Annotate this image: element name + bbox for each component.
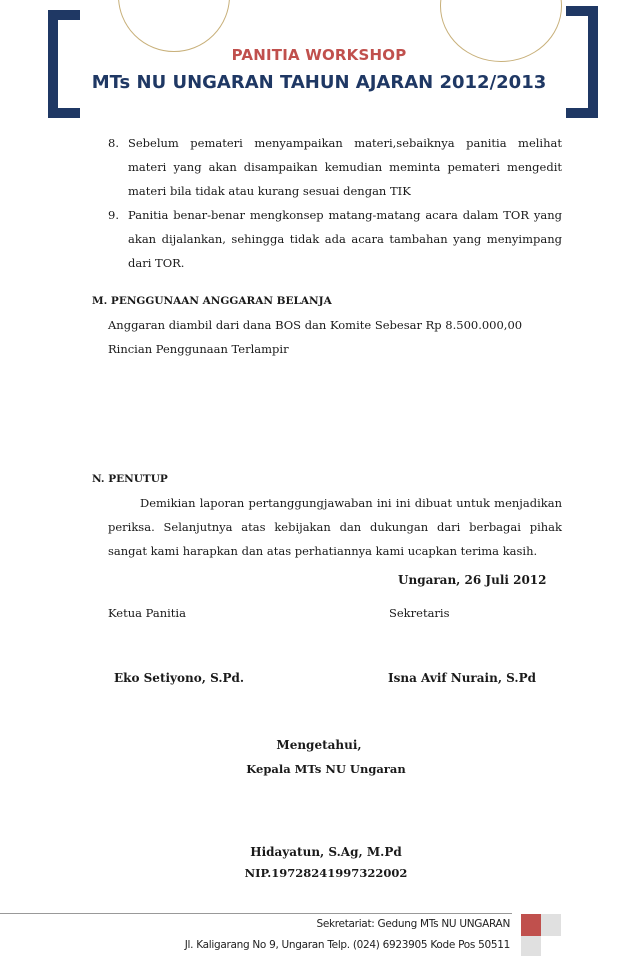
footer-divider (0, 913, 512, 914)
paragraph-line: Demikian laporan pertanggungjawaban ini ini dibuat untuk menjadikan (140, 496, 562, 510)
list-item-line: materi bila tidak atau kurang sesuai dengan TIK (128, 184, 411, 198)
footer-decor-square (521, 914, 541, 936)
footer-address-line2: Jl. Kaligarang No 9, Ungaran Telp. (024) 6923905 Kode Pos 50511 (184, 939, 510, 951)
header-decor-arc (118, 0, 230, 52)
section-heading: N. PENUTUP (92, 473, 168, 485)
header-subtitle: MTs NU UNGARAN TAHUN AJARAN 2012/2013 (91, 72, 547, 93)
list-item-line: Sebelum pemateri menyampaikan materi,sebaiknya panitia melihat (128, 136, 562, 150)
list-item-line: dari TOR. (128, 256, 185, 270)
approver-name: Hidayatun, S.Ag, M.Pd (250, 845, 402, 859)
section-heading: M. PENGGUNAAN ANGGARAN BELANJA (92, 295, 332, 307)
left-signer-name: Eko Setiyono, S.Pd. (114, 671, 245, 685)
left-signer-role: Ketua Panitia (108, 606, 186, 620)
paragraph-line: periksa. Selanjutnya atas kebijakan dan dukungan dari berbagai pihak (108, 520, 562, 534)
approver-nip: NIP.19728241997322002 (244, 866, 408, 880)
right-signer-name: Isna Avif Nurain, S.Pd (388, 671, 537, 685)
section-text: Rincian Penggunaan Terlampir (108, 342, 289, 356)
list-item-number: 9. (108, 208, 119, 222)
footer-decor-square (541, 914, 561, 936)
list-item-line: materi yang akan disampaikan kemudian meminta pemateri mengedit (128, 160, 562, 174)
list-item-line: akan dijalankan, sehingga tidak ada acara tambahan yang menyimpang (128, 232, 562, 246)
approval-label: Mengetahui, (276, 738, 362, 752)
place-date: Ungaran, 26 Juli 2012 (398, 573, 547, 587)
header-left-bracket (48, 10, 80, 118)
footer-decor-square (521, 936, 541, 956)
list-item-number: 8. (108, 136, 119, 150)
paragraph-line: sangat kami harapkan dan atas perhatiannya kami ucapkan terima kasih. (108, 544, 538, 558)
approval-role: Kepala MTs NU Ungaran (246, 762, 406, 776)
right-signer-role: Sekretaris (389, 606, 450, 620)
list-item-line: Panitia benar-benar mengkonsep matang-matang acara dalam TOR yang (128, 208, 562, 222)
footer-address-line1: Sekretariat: Gedung MTs NU UNGARAN (316, 918, 510, 930)
section-text: Anggaran diambil dari dana BOS dan Komite Sebesar Rp 8.500.000,00 (108, 318, 523, 332)
header-title: PANITIA WORKSHOP (231, 46, 407, 64)
